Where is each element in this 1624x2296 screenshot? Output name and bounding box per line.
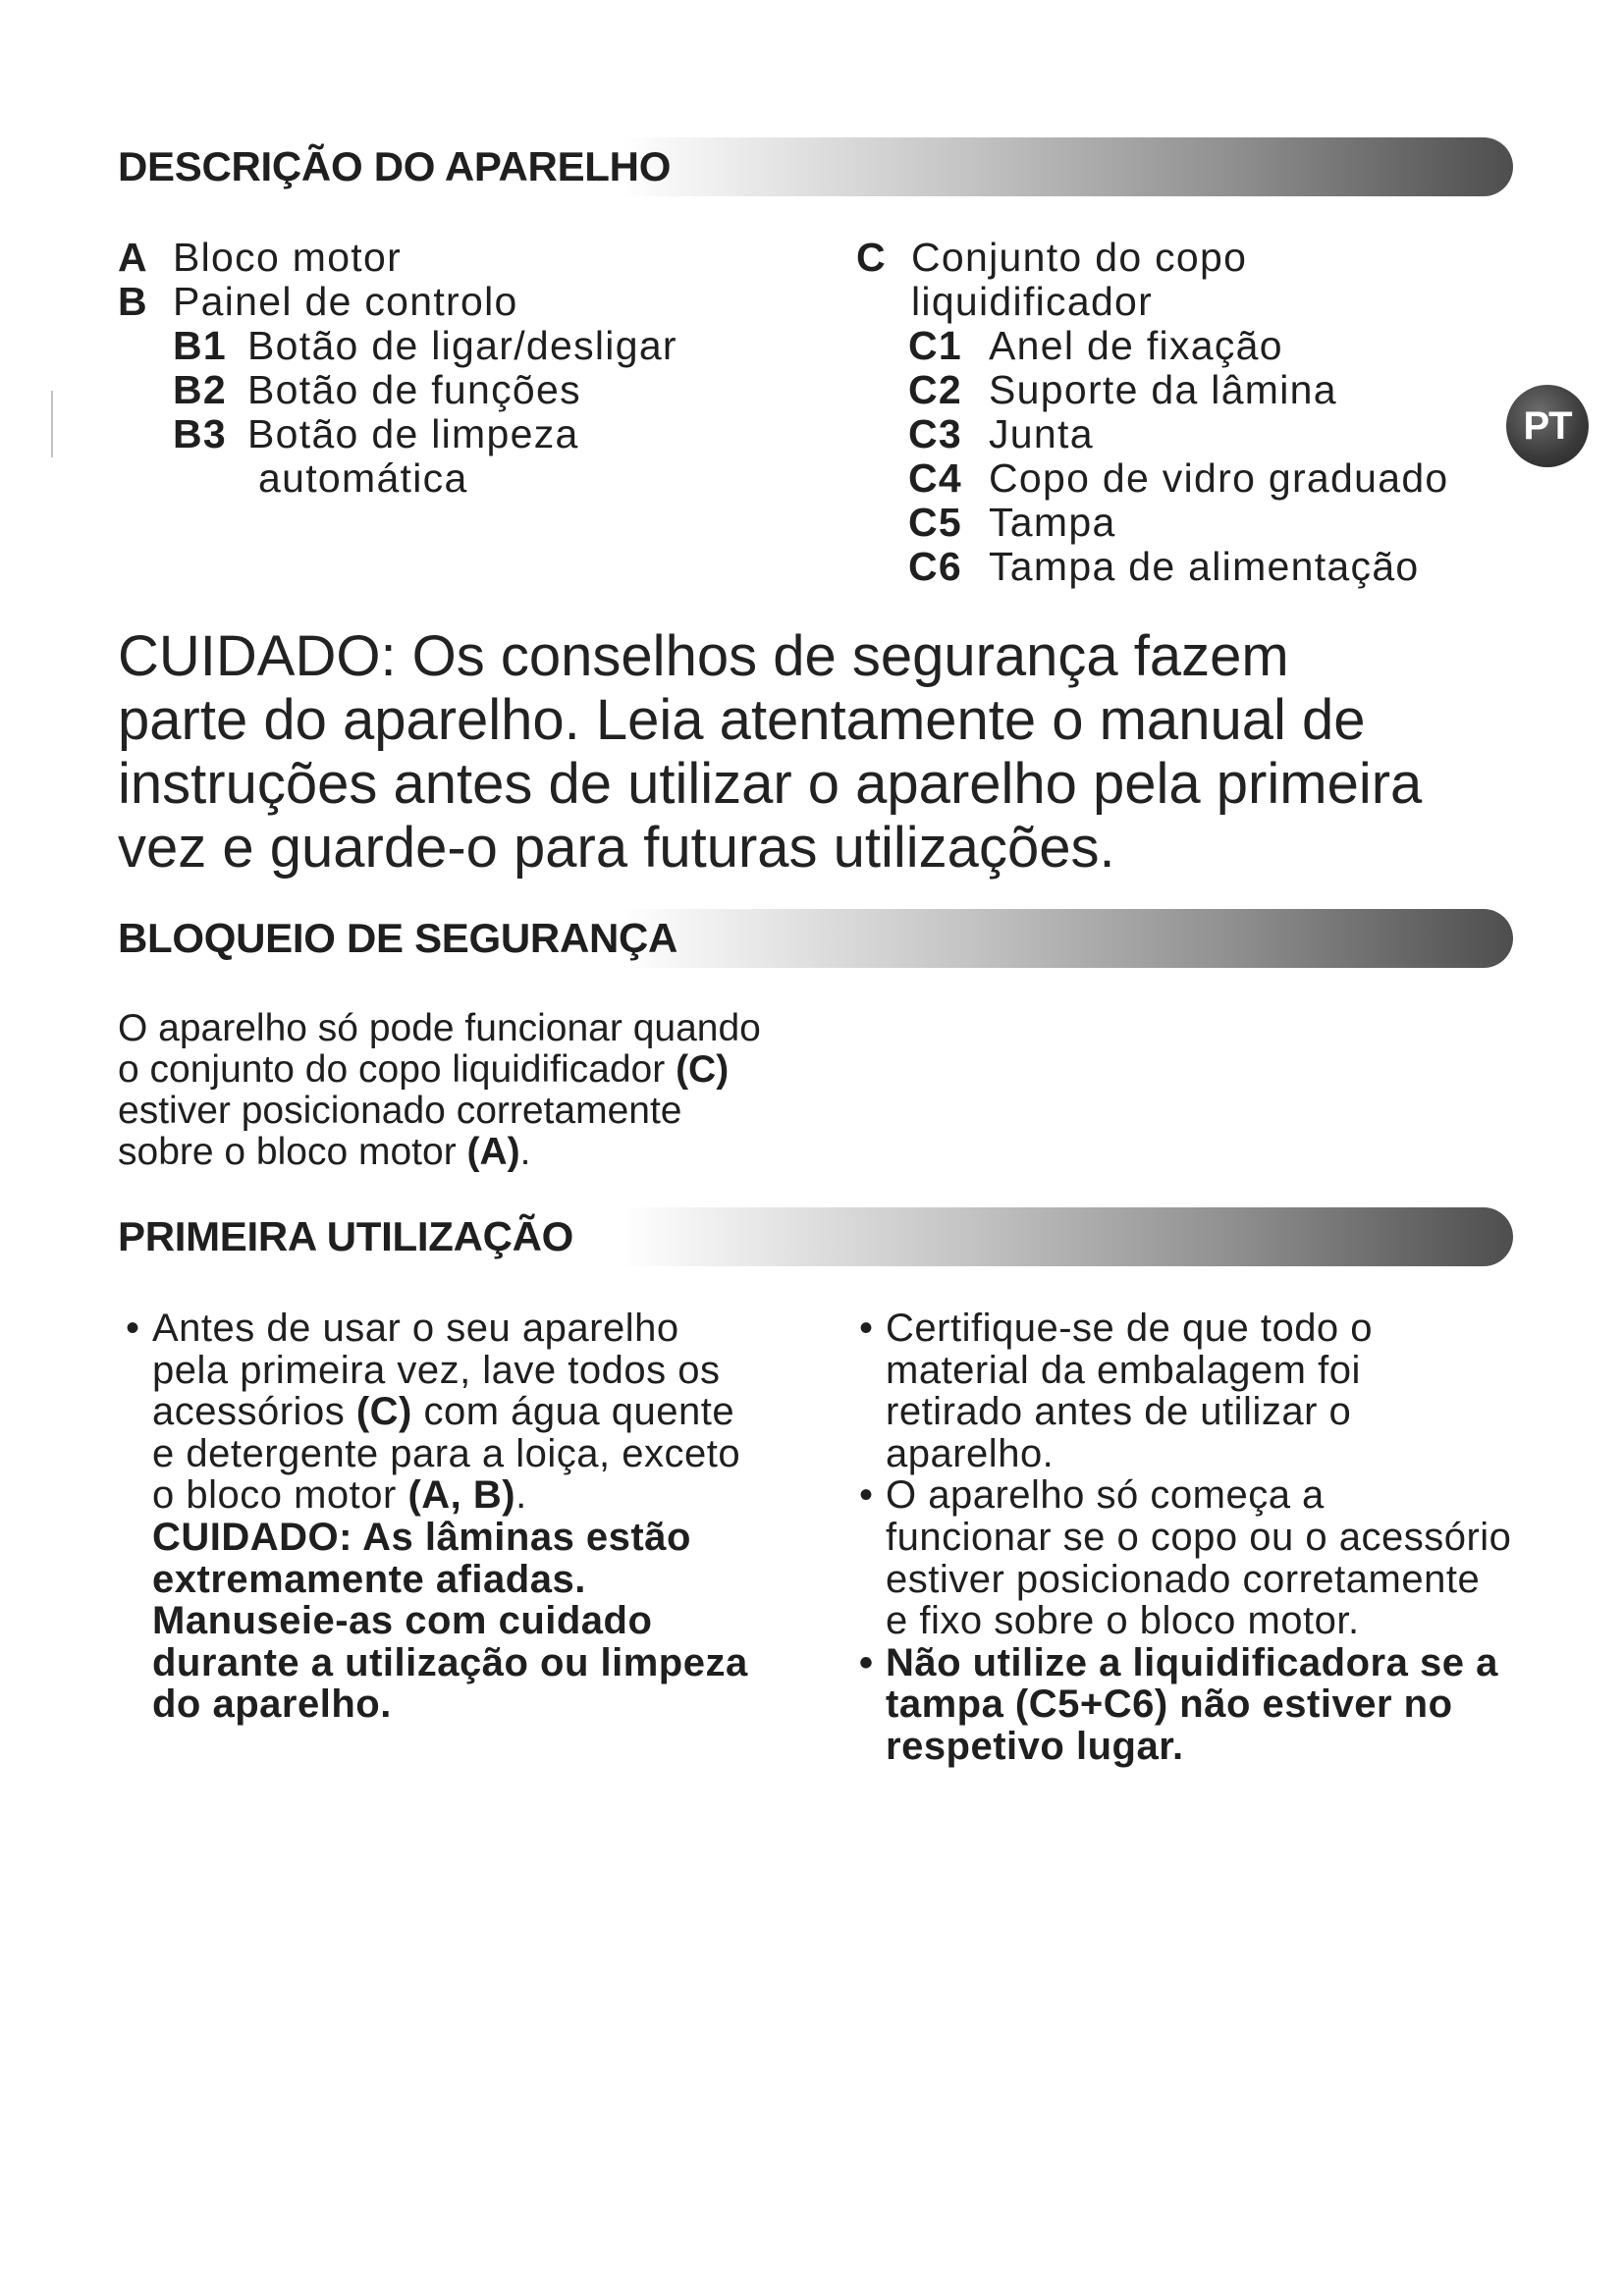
part-label: C4 bbox=[908, 455, 963, 501]
part-item-b bbox=[118, 280, 677, 324]
bullet-icon bbox=[859, 1642, 874, 1684]
parts-list-left bbox=[118, 236, 677, 501]
part-name-continuation: liquidificador bbox=[911, 279, 1154, 324]
part-name: Conjunto do copo bbox=[911, 235, 1248, 280]
paragraph-line bbox=[118, 1049, 761, 1091]
bullet-line: tampa (C5+C6) não estiver no bbox=[886, 1682, 1453, 1727]
bullet-line: estiver posicionado corretamente bbox=[886, 1557, 1481, 1601]
part-item-c6 bbox=[856, 545, 1449, 589]
part-item-b1 bbox=[118, 324, 677, 368]
bullet-item bbox=[859, 1474, 1511, 1641]
bullet-item bbox=[859, 1308, 1511, 1474]
caution-line: do aparelho. bbox=[152, 1682, 392, 1727]
bullet-line: Antes de usar o seu aparelho bbox=[152, 1307, 679, 1350]
part-name: Copo de vidro graduado bbox=[989, 455, 1449, 501]
warning-line: instruções antes de utilizar o aparelho pela primeira bbox=[118, 752, 1423, 816]
part-label: C3 bbox=[908, 411, 963, 456]
parts-list-right bbox=[856, 236, 1449, 589]
first-use-list-left bbox=[126, 1308, 748, 1726]
caution-line: extremamente afiadas. bbox=[152, 1557, 586, 1601]
bullet-line: o bloco motor (A, B). bbox=[152, 1473, 527, 1518]
part-item-b3-continuation bbox=[118, 456, 677, 501]
line-text: o conjunto do copo liquidificador bbox=[118, 1048, 666, 1091]
caution-line: durante a utilização ou limpeza bbox=[152, 1640, 748, 1684]
paragraph-line bbox=[118, 1091, 761, 1132]
part-name: Botão de limpeza bbox=[247, 411, 579, 456]
part-name: Botão de ligar/desligar bbox=[247, 323, 677, 368]
part-item-c-continuation bbox=[856, 280, 1449, 324]
section-header-safety-lock bbox=[118, 909, 1513, 968]
part-label: C2 bbox=[908, 367, 963, 412]
part-label: C1 bbox=[908, 323, 963, 368]
part-name: Junta bbox=[989, 411, 1094, 456]
safety-warning bbox=[118, 624, 1422, 880]
part-name: Botão de funções bbox=[247, 367, 581, 412]
warning-line: CUIDADO: Os conselhos de segurança fazem bbox=[118, 624, 1289, 688]
section-title-safety-lock: BLOQUEIO DE SEGURANÇA bbox=[118, 915, 678, 961]
bullet-line: respetivo lugar. bbox=[886, 1724, 1184, 1768]
warning-line: parte do aparelho. Leia atentamente o manual de bbox=[118, 688, 1366, 752]
bullet-item-warning bbox=[859, 1642, 1511, 1768]
bullet-line: Certifique-se de que todo o bbox=[886, 1307, 1374, 1350]
part-label: B3 bbox=[173, 411, 228, 456]
part-item-c bbox=[856, 236, 1449, 280]
bullet-line: O aparelho só começa a bbox=[886, 1473, 1325, 1518]
part-label: B1 bbox=[173, 323, 228, 368]
part-item-b2 bbox=[118, 368, 677, 412]
bullet-line: e detergente para a loiça, exceto bbox=[152, 1431, 741, 1475]
bullet-line: funcionar se o copo ou o acessório bbox=[886, 1515, 1512, 1559]
bullet-line: aparelho. bbox=[886, 1431, 1055, 1475]
part-name: Suporte da lâmina bbox=[989, 367, 1337, 412]
bullet-line: Não utilize a liquidificadora se a bbox=[886, 1640, 1498, 1684]
line-text: sobre o bloco motor bbox=[118, 1131, 457, 1173]
part-reference: (A, B) bbox=[407, 1473, 516, 1518]
caution-line: CUIDADO: As lâminas estão bbox=[152, 1515, 691, 1559]
part-item-c4 bbox=[856, 456, 1449, 501]
part-label: B2 bbox=[173, 367, 228, 412]
part-reference: (C) bbox=[355, 1390, 412, 1434]
bullet-line: e fixo sobre o bloco motor. bbox=[886, 1599, 1360, 1643]
paragraph-line bbox=[118, 1008, 761, 1049]
bullet-icon bbox=[126, 1308, 140, 1350]
part-item-c3 bbox=[856, 412, 1449, 456]
line-text-after: . bbox=[519, 1131, 531, 1173]
part-item-c5 bbox=[856, 501, 1449, 545]
bullet-line: pela primeira vez, lave todos os bbox=[152, 1348, 721, 1392]
part-label: C5 bbox=[908, 500, 963, 545]
part-name: Tampa de alimentação bbox=[989, 544, 1420, 589]
section-header-description bbox=[118, 137, 1513, 196]
part-name: Painel de controlo bbox=[173, 279, 518, 324]
part-name: Bloco motor bbox=[173, 235, 403, 280]
part-name: Tampa bbox=[989, 500, 1116, 545]
part-label: B bbox=[118, 279, 148, 324]
part-label: C bbox=[856, 235, 887, 280]
blade-caution bbox=[152, 1517, 748, 1726]
part-name-continuation: automática bbox=[258, 455, 468, 501]
part-name: Anel de fixação bbox=[989, 323, 1283, 368]
line-text: estiver posicionado corretamente bbox=[118, 1090, 682, 1132]
safety-lock-paragraph bbox=[118, 1008, 761, 1173]
bullet-line: retirado antes de utilizar o bbox=[886, 1390, 1352, 1434]
margin-rule bbox=[51, 391, 53, 457]
section-header-first-use bbox=[118, 1207, 1513, 1266]
bullet-icon bbox=[859, 1308, 874, 1350]
paragraph-line bbox=[118, 1132, 761, 1173]
language-tab-badge: PT bbox=[1506, 385, 1589, 467]
part-item-b3 bbox=[118, 412, 677, 456]
warning-line: vez e guarde-o para futuras utilizações. bbox=[118, 816, 1115, 880]
bullet-line: acessórios (C) com água quente bbox=[152, 1390, 735, 1434]
part-reference: (C) bbox=[676, 1048, 730, 1091]
bullet-icon bbox=[859, 1474, 874, 1517]
line-text: O aparelho só pode funcionar quando bbox=[118, 1007, 761, 1049]
part-label: A bbox=[118, 235, 148, 280]
part-label: C6 bbox=[908, 544, 963, 589]
section-title-description: DESCRIÇÃO DO APARELHO bbox=[118, 143, 672, 189]
bullet-line: material da embalagem foi bbox=[886, 1348, 1361, 1392]
part-reference: (A) bbox=[466, 1131, 520, 1173]
bullet-item bbox=[126, 1308, 748, 1726]
part-item-c2 bbox=[856, 368, 1449, 412]
first-use-list-right bbox=[859, 1308, 1511, 1768]
caution-line: Manuseie-as com cuidado bbox=[152, 1599, 653, 1643]
section-title-first-use: PRIMEIRA UTILIZAÇÃO bbox=[118, 1213, 574, 1259]
part-item-a bbox=[118, 236, 677, 280]
part-item-c1 bbox=[856, 324, 1449, 368]
